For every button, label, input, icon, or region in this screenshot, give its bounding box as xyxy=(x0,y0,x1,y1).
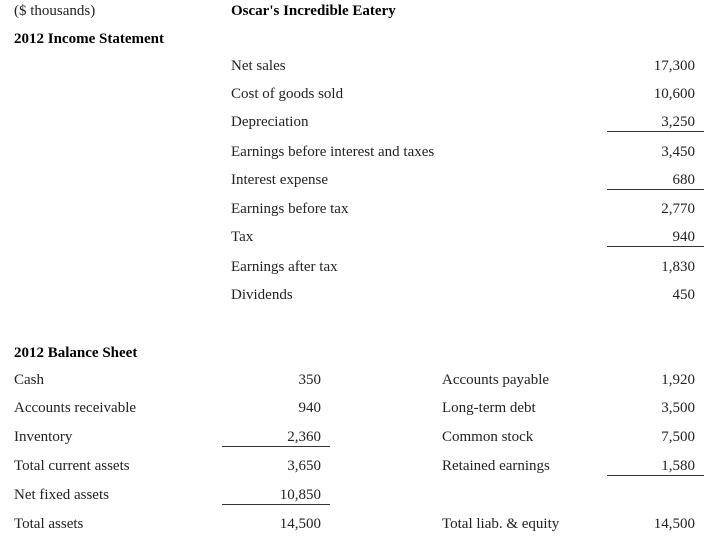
asset-label: Accounts receivable xyxy=(14,400,137,416)
income-row-value: 940 xyxy=(672,229,695,245)
asset-value: 350 xyxy=(298,372,321,388)
income-row-value: 10,600 xyxy=(653,86,695,102)
income-row-value: 17,300 xyxy=(653,58,695,74)
income-row-value: 680 xyxy=(672,172,695,188)
asset-label: Inventory xyxy=(14,429,73,445)
income-row-value: 2,770 xyxy=(661,201,695,217)
income-row-label: Earnings before interest and taxes xyxy=(231,144,435,160)
subtotal-rule xyxy=(607,475,704,476)
company-name: Oscar's Incredible Eatery xyxy=(231,3,396,19)
asset-label: Net fixed assets xyxy=(14,487,109,503)
income-row-value: 3,450 xyxy=(661,144,695,160)
units-note: ($ thousands) xyxy=(14,3,96,19)
subtotal-rule xyxy=(607,189,704,190)
income-row-value: 1,830 xyxy=(661,259,695,275)
income-row-value: 3,250 xyxy=(661,114,695,130)
balance-sheet-title: 2012 Balance Sheet xyxy=(14,345,138,361)
asset-label: Cash xyxy=(14,372,44,388)
income-row-label: Dividends xyxy=(231,287,293,303)
liability-label: Retained earnings xyxy=(442,458,550,474)
liability-value: 7,500 xyxy=(661,429,695,445)
income-row-label: Earnings after tax xyxy=(231,259,338,275)
liability-label: Accounts payable xyxy=(442,372,550,388)
income-row-value: 450 xyxy=(672,287,695,303)
asset-value: 2,360 xyxy=(287,429,321,445)
income-row-label: Net sales xyxy=(231,58,286,74)
income-row-label: Depreciation xyxy=(231,114,309,130)
liability-value: 3,500 xyxy=(661,400,695,416)
subtotal-rule xyxy=(222,504,330,505)
asset-value: 10,850 xyxy=(279,487,321,503)
asset-label: Total current assets xyxy=(14,458,130,474)
subtotal-rule xyxy=(607,131,704,132)
subtotal-rule xyxy=(607,246,704,247)
liability-label: Total liab. & equity xyxy=(442,516,560,532)
asset-value: 3,650 xyxy=(287,458,321,474)
income-row-label: Cost of goods sold xyxy=(231,86,344,102)
liability-label: Common stock xyxy=(442,429,534,445)
asset-label: Total assets xyxy=(14,516,84,532)
subtotal-rule xyxy=(222,446,330,447)
asset-value: 940 xyxy=(298,400,321,416)
liability-value: 1,580 xyxy=(661,458,695,474)
income-row-label: Tax xyxy=(231,229,254,245)
asset-value: 14,500 xyxy=(279,516,321,532)
liability-value: 14,500 xyxy=(653,516,695,532)
liability-value: 1,920 xyxy=(661,372,695,388)
liability-label: Long-term debt xyxy=(442,400,536,416)
income-row-label: Interest expense xyxy=(231,172,329,188)
income-statement-title: 2012 Income Statement xyxy=(14,31,164,47)
income-row-label: Earnings before tax xyxy=(231,201,349,217)
